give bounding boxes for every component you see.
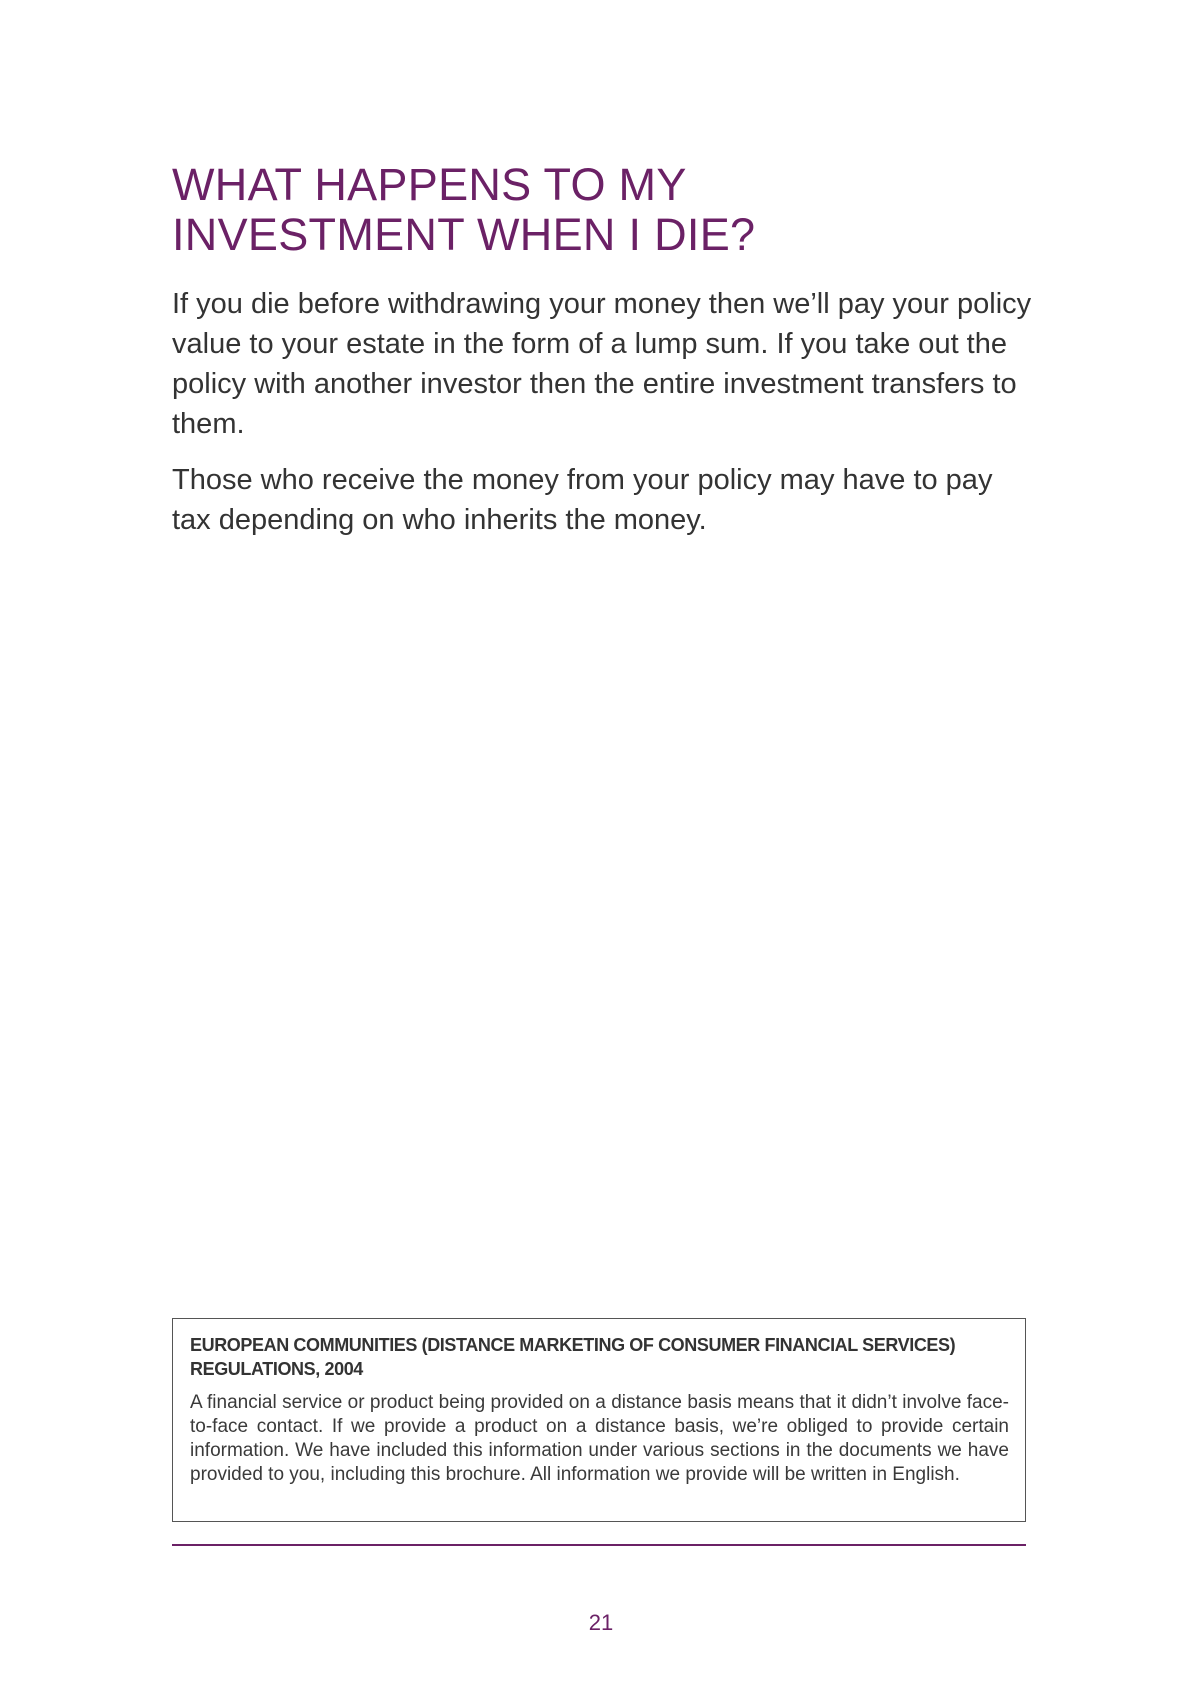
body-paragraph-1: If you die before withdrawing your money then we’ll pay your policy value to your estate in the form of a lump sum. If you take out the policy with another investor then the entire investment transfers to them. [172,288,1032,440]
footer-divider [172,1544,1026,1546]
page-heading-line-2: INVESTMENT WHEN I DIE? [172,209,756,260]
notice-title: EUROPEAN COMMUNITIES (DISTANCE MARKETING OF CONSUMER FINANCIAL SERVICES) REGULATIONS, 2004 [190,1335,956,1379]
page-heading-line-1: WHAT HAPPENS TO MY [172,159,687,210]
page-heading [172,160,1032,260]
regulations-notice-box [172,1318,1026,1522]
notice-body: A financial service or product being provided on a distance basis means that it didn’t involve face-to-face contact. If we provide a product on a distance basis, we’re obliged to provide certain information. We have included this information under various sections in the documents we have provided to you, including this brochure. All information we provide will be written in English. [190,1392,1009,1485]
page-number: 21 [588,1610,614,1635]
body-paragraph-2: Those who receive the money from your policy may have to pay tax depending on who inherits the money. [172,464,993,536]
body-text [172,284,1038,556]
